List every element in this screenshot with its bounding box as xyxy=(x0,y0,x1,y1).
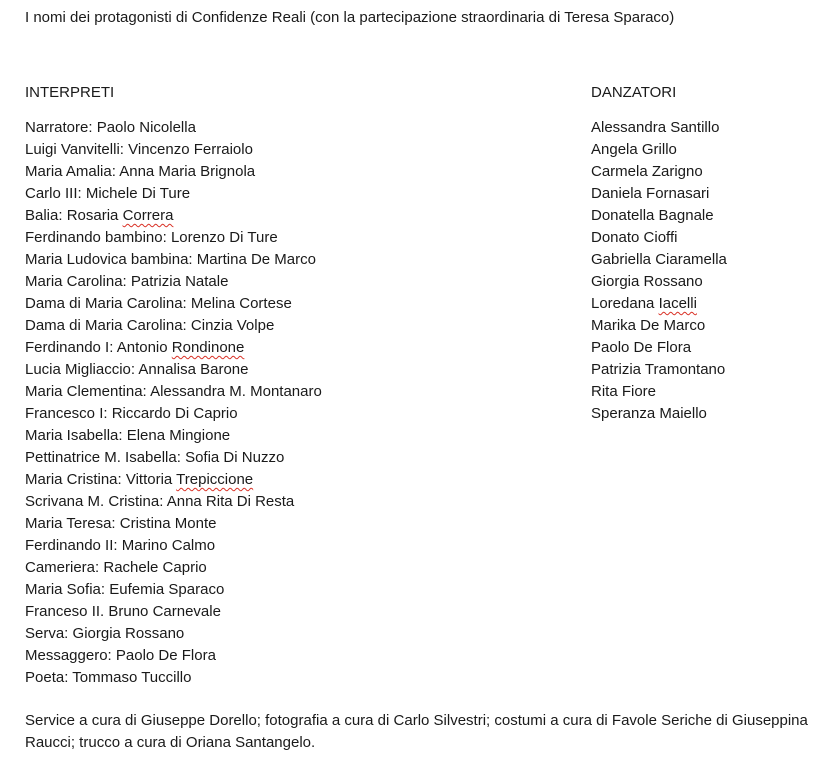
role-label: Pettinatrice M. Isabella: xyxy=(25,449,181,466)
role-label: Ferdinando I: xyxy=(25,339,114,356)
performer-name: Antonio Rondinone xyxy=(116,339,245,356)
role-label: Ferdinando II: xyxy=(25,537,118,554)
performer-name: Bruno Carnevale xyxy=(108,603,221,620)
danzatore-item: Alessandra Santillo xyxy=(591,119,720,136)
interpreti-item xyxy=(25,227,322,249)
danzatore-item: Angela Grillo xyxy=(591,141,677,158)
performer-name: Vittoria Trepiccione xyxy=(125,471,254,488)
role-label: Serva: xyxy=(25,625,69,642)
performer-name: Martina De Marco xyxy=(196,251,316,268)
role-label: Messaggero: xyxy=(25,647,112,664)
interpreti-item xyxy=(25,139,322,161)
danzatori-list xyxy=(591,117,727,425)
role-label: Francesco I: xyxy=(25,405,108,422)
role-label: Luigi Vanvitelli: xyxy=(25,141,124,158)
danzatore-item: Giorgia Rossano xyxy=(591,273,703,290)
interpreti-item xyxy=(25,667,322,689)
interpreti-item xyxy=(25,337,322,359)
performer-name: Anna Maria Brignola xyxy=(119,163,256,180)
role-label: Maria Sofia: xyxy=(25,581,106,598)
performer-name: Paolo Nicolella xyxy=(96,119,196,136)
interpreti-item xyxy=(25,491,322,513)
performer-name: Tommaso Tuccillo xyxy=(72,669,192,686)
performer-name: Melina Cortese xyxy=(190,295,292,312)
performer-name: Michele Di Ture xyxy=(85,185,191,202)
performer-name: Giorgia Rossano xyxy=(72,625,185,642)
interpreti-heading: INTERPRETI xyxy=(25,84,115,101)
danzatore-item: Gabriella Ciaramella xyxy=(591,251,727,268)
performer-name: Lorenzo Di Ture xyxy=(170,229,278,246)
performer-name: Elena Mingione xyxy=(126,427,231,444)
role-label: Ferdinando bambino: xyxy=(25,229,167,246)
performer-name: Eufemia Sparaco xyxy=(109,581,225,598)
interpreti-item xyxy=(25,447,322,469)
performer-name: Marino Calmo xyxy=(121,537,216,554)
danzatore-item: Loredana Iacelli xyxy=(591,295,697,312)
danzatore-item: Donato Cioffi xyxy=(591,229,678,246)
interpreti-item xyxy=(25,359,322,381)
performer-name: Vincenzo Ferraiolo xyxy=(128,141,253,158)
danzatore-item: Patrizia Tramontano xyxy=(591,361,726,378)
interpreti-item xyxy=(25,249,322,271)
role-label: Maria Clementina: xyxy=(25,383,147,400)
danzatore-item: Daniela Fornasari xyxy=(591,185,710,202)
role-label: Dama di Maria Carolina: xyxy=(25,295,187,312)
interpreti-item xyxy=(25,425,322,447)
danzatore-item: Carmela Zarigno xyxy=(591,163,703,180)
interpreti-item xyxy=(25,117,322,139)
performer-name: Riccardo Di Caprio xyxy=(111,405,238,422)
interpreti-item xyxy=(25,557,322,579)
interpreti-item xyxy=(25,271,322,293)
role-label: Maria Ludovica bambina: xyxy=(25,251,193,268)
role-label: Maria Teresa: xyxy=(25,515,116,532)
role-label: Maria Amalia: xyxy=(25,163,116,180)
performer-name: Cinzia Volpe xyxy=(190,317,275,334)
role-label: Poeta: xyxy=(25,669,69,686)
interpreti-item xyxy=(25,183,322,205)
performer-name: Cristina Monte xyxy=(119,515,217,532)
role-label: Maria Carolina: xyxy=(25,273,127,290)
interpreti-item xyxy=(25,315,322,337)
interpreti-item xyxy=(25,205,322,227)
danzatori-heading: DANZATORI xyxy=(591,84,677,101)
role-label: Lucia Migliaccio: xyxy=(25,361,136,378)
performer-name: Rosaria Correra xyxy=(66,207,174,224)
performer-name: Patrizia Natale xyxy=(130,273,229,290)
role-label: Balia: xyxy=(25,207,63,224)
interpreti-item xyxy=(25,535,322,557)
danzatore-item: Paolo De Flora xyxy=(591,339,692,356)
document-title: I nomi dei protagonisti di Confidenze Reali (con la partecipazione straordinaria di Teresa Sparaco) xyxy=(25,9,675,26)
danzatore-item: Speranza Maiello xyxy=(591,405,707,422)
performer-name: Annalisa Barone xyxy=(138,361,249,378)
performer-name: Paolo De Flora xyxy=(115,647,216,664)
performer-name: Anna Rita Di Resta xyxy=(166,493,295,510)
role-label: Maria Cristina: xyxy=(25,471,122,488)
danzatore-item: Rita Fiore xyxy=(591,383,657,400)
role-label: Narratore: xyxy=(25,119,93,136)
danzatore-item: Marika De Marco xyxy=(591,317,706,334)
interpreti-item xyxy=(25,513,322,535)
performer-name: Rachele Caprio xyxy=(103,559,207,576)
role-label: Cameriera: xyxy=(25,559,100,576)
interpreti-item xyxy=(25,623,322,645)
role-label: Scrivana M. Cristina: xyxy=(25,493,164,510)
performer-name: Sofia Di Nuzzo xyxy=(185,449,285,466)
interpreti-item xyxy=(25,579,322,601)
interpreti-list xyxy=(25,117,322,689)
interpreti-item xyxy=(25,645,322,667)
interpreti-item xyxy=(25,293,322,315)
credits-footer: Service a cura di Giuseppe Dorello; fotografia a cura di Carlo Silvestri; costumi a cura di Favole Seriche di Giuseppina Raucci; trucco a cura di Oriana Santangelo. xyxy=(25,712,808,751)
interpreti-item xyxy=(25,161,322,183)
interpreti-item xyxy=(25,403,322,425)
performer-name: Alessandra M. Montanaro xyxy=(150,383,322,400)
role-label: Franceso II. xyxy=(25,603,105,620)
danzatore-item: Donatella Bagnale xyxy=(591,207,714,224)
interpreti-item xyxy=(25,381,322,403)
role-label: Maria Isabella: xyxy=(25,427,123,444)
role-label: Carlo III: xyxy=(25,185,82,202)
role-label: Dama di Maria Carolina: xyxy=(25,317,187,334)
interpreti-item xyxy=(25,601,322,623)
interpreti-item xyxy=(25,469,322,491)
